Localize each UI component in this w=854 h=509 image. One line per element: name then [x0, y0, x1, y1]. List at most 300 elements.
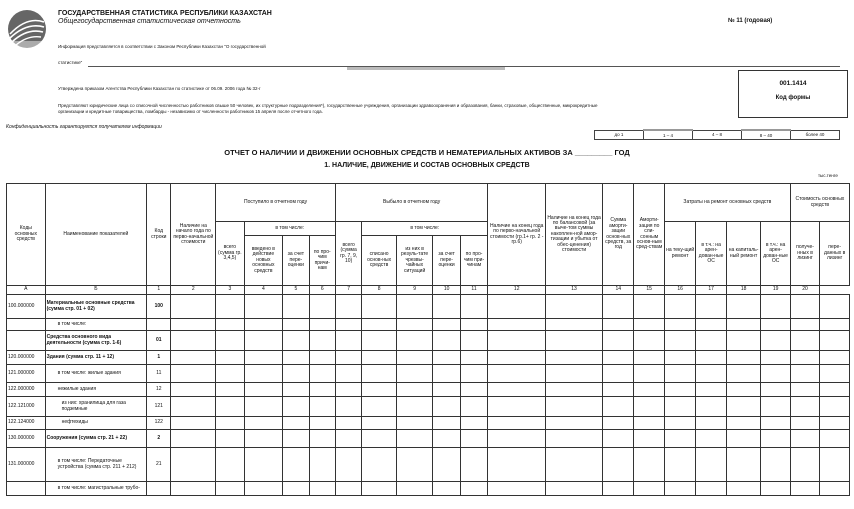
- value-cell[interactable]: [696, 448, 726, 482]
- value-cell[interactable]: [396, 331, 433, 351]
- value-cell[interactable]: [820, 448, 850, 482]
- col-amort-leased-header: Аморти-зация по сли-сонным основ-ным сред-ствам: [634, 184, 664, 286]
- value-cell[interactable]: [396, 397, 433, 417]
- value-cell[interactable]: [726, 383, 761, 397]
- value-cell[interactable]: [244, 482, 283, 496]
- value-cell[interactable]: [244, 351, 283, 365]
- value-cell[interactable]: [362, 417, 397, 430]
- value-cell[interactable]: [433, 319, 460, 331]
- value-cell[interactable]: [433, 383, 460, 397]
- value-cell[interactable]: [488, 365, 546, 383]
- col-number: 10: [433, 286, 460, 295]
- size-band: более 40: [791, 130, 840, 140]
- value-cell[interactable]: [696, 482, 726, 496]
- value-cell[interactable]: [488, 417, 546, 430]
- value-cell[interactable]: [664, 430, 695, 448]
- value-cell[interactable]: [603, 331, 634, 351]
- col-number: 19: [761, 286, 790, 295]
- value-cell[interactable]: [696, 331, 726, 351]
- value-cell[interactable]: [171, 448, 216, 482]
- value-cell[interactable]: [634, 430, 664, 448]
- col-number: 1: [147, 286, 171, 295]
- value-cell[interactable]: [488, 331, 546, 351]
- retired-group-header: Выбыло в отчетном году: [335, 184, 487, 222]
- value-cell[interactable]: [433, 448, 460, 482]
- value-cell[interactable]: [283, 383, 309, 397]
- value-cell[interactable]: [790, 365, 819, 383]
- confidentiality-note: Конфиденциальность гарантируется получателем информации: [6, 124, 162, 130]
- value-cell[interactable]: [335, 295, 361, 319]
- form-code-label: Код формы: [775, 95, 811, 101]
- value-cell[interactable]: [634, 331, 664, 351]
- value-cell[interactable]: [634, 448, 664, 482]
- value-cell[interactable]: [171, 331, 216, 351]
- value-cell[interactable]: [362, 331, 397, 351]
- value-cell[interactable]: [433, 417, 460, 430]
- value-cell[interactable]: [696, 351, 726, 365]
- table-row: [7, 351, 850, 365]
- repair-group-header: Затраты на ремонт основных средств: [664, 184, 790, 222]
- value-cell[interactable]: [335, 482, 361, 496]
- value-cell[interactable]: [433, 365, 460, 383]
- value-cell[interactable]: [761, 417, 790, 430]
- col-rep-cur-leased-header: в т.ч.: на арен-дован-ные ОС: [696, 222, 726, 286]
- value-cell[interactable]: [244, 448, 283, 482]
- value-cell[interactable]: [790, 430, 819, 448]
- value-cell[interactable]: [396, 383, 433, 397]
- value-cell[interactable]: [546, 397, 603, 417]
- value-cell[interactable]: [726, 430, 761, 448]
- value-cell[interactable]: [335, 383, 361, 397]
- value-cell[interactable]: [546, 365, 603, 383]
- value-cell[interactable]: [603, 397, 634, 417]
- size-bands-table: [594, 129, 840, 140]
- col-number: 18: [726, 286, 761, 295]
- value-cell[interactable]: [761, 430, 790, 448]
- value-cell[interactable]: [216, 331, 244, 351]
- value-cell[interactable]: [820, 319, 850, 331]
- value-cell[interactable]: [488, 397, 546, 417]
- value-cell[interactable]: [488, 430, 546, 448]
- value-cell[interactable]: [460, 397, 487, 417]
- value-cell[interactable]: [216, 482, 244, 496]
- table-row: [7, 482, 850, 496]
- value-cell[interactable]: [171, 397, 216, 417]
- value-cell[interactable]: [761, 295, 790, 319]
- row-line-code: 121: [147, 397, 171, 417]
- value-cell[interactable]: [761, 482, 790, 496]
- value-cell[interactable]: [696, 319, 726, 331]
- value-cell[interactable]: [820, 417, 850, 430]
- value-cell[interactable]: [790, 482, 819, 496]
- value-cell[interactable]: [761, 448, 790, 482]
- col-number: 15: [634, 286, 664, 295]
- value-cell[interactable]: [396, 417, 433, 430]
- value-cell[interactable]: [460, 417, 487, 430]
- value-cell[interactable]: [309, 365, 335, 383]
- col-begin-header: Наличие на начало года по перво-начальной стоимости: [171, 184, 216, 286]
- col-ret-other-header: по про-чим при-чинам: [460, 236, 487, 286]
- col-codes-header: Коды основных средств: [7, 184, 46, 286]
- value-cell[interactable]: [546, 295, 603, 319]
- value-cell[interactable]: [335, 448, 361, 482]
- value-cell[interactable]: [460, 482, 487, 496]
- value-cell[interactable]: [460, 295, 487, 319]
- value-cell[interactable]: [309, 430, 335, 448]
- value-cell[interactable]: [460, 331, 487, 351]
- value-cell[interactable]: [820, 430, 850, 448]
- value-cell[interactable]: [335, 319, 361, 331]
- value-cell[interactable]: [664, 383, 695, 397]
- value-cell[interactable]: [216, 397, 244, 417]
- value-cell[interactable]: [362, 319, 397, 331]
- value-cell[interactable]: [244, 397, 283, 417]
- value-cell[interactable]: [362, 482, 397, 496]
- value-cell[interactable]: [820, 351, 850, 365]
- value-cell[interactable]: [603, 319, 634, 331]
- value-cell[interactable]: [335, 351, 361, 365]
- value-cell[interactable]: [171, 430, 216, 448]
- value-cell[interactable]: [309, 482, 335, 496]
- value-cell[interactable]: [634, 319, 664, 331]
- row-line-code: 122: [147, 417, 171, 430]
- value-cell[interactable]: [664, 365, 695, 383]
- value-cell[interactable]: [309, 448, 335, 482]
- value-cell[interactable]: [171, 319, 216, 331]
- table-row: [7, 295, 850, 319]
- value-cell[interactable]: [171, 482, 216, 496]
- col-number: 4: [244, 286, 283, 295]
- value-cell[interactable]: [460, 365, 487, 383]
- value-cell[interactable]: [634, 383, 664, 397]
- value-cell[interactable]: [433, 397, 460, 417]
- value-cell[interactable]: [396, 351, 433, 365]
- row-line-code: 11: [147, 365, 171, 383]
- value-cell[interactable]: [761, 383, 790, 397]
- value-cell[interactable]: [488, 319, 546, 331]
- value-cell[interactable]: [603, 351, 634, 365]
- value-cell[interactable]: [664, 295, 695, 319]
- value-cell[interactable]: [283, 319, 309, 331]
- row-line-code: 01: [147, 331, 171, 351]
- value-cell[interactable]: [216, 295, 244, 319]
- value-cell[interactable]: [696, 430, 726, 448]
- value-cell[interactable]: [696, 365, 726, 383]
- value-cell[interactable]: [726, 295, 761, 319]
- section-title: 1. НАЛИЧИЕ, ДВИЖЕНИЕ И СОСТАВ ОСНОВНЫХ СРЕДСТВ: [324, 162, 530, 169]
- units-label: тыс.тенге: [818, 173, 838, 178]
- value-cell[interactable]: [309, 351, 335, 365]
- value-cell[interactable]: [216, 430, 244, 448]
- leasing-group-header: Стоимость основных средств: [790, 184, 849, 222]
- value-cell[interactable]: [546, 383, 603, 397]
- value-cell[interactable]: [726, 319, 761, 331]
- value-cell[interactable]: [309, 319, 335, 331]
- value-cell[interactable]: [546, 319, 603, 331]
- value-cell[interactable]: [664, 482, 695, 496]
- value-cell[interactable]: [603, 295, 634, 319]
- value-cell[interactable]: [820, 365, 850, 383]
- value-cell[interactable]: [460, 351, 487, 365]
- value-cell[interactable]: [171, 351, 216, 365]
- value-cell[interactable]: [726, 351, 761, 365]
- col-number: 12: [488, 286, 546, 295]
- value-cell[interactable]: [433, 482, 460, 496]
- col-recv-total-header: всего (сумма гр. 3,4,5): [216, 222, 244, 286]
- value-cell[interactable]: [335, 331, 361, 351]
- value-cell[interactable]: [244, 430, 283, 448]
- value-cell[interactable]: [216, 417, 244, 430]
- value-cell[interactable]: [726, 482, 761, 496]
- col-number: 13: [546, 286, 603, 295]
- value-cell[interactable]: [790, 448, 819, 482]
- value-cell[interactable]: [396, 482, 433, 496]
- value-cell[interactable]: [433, 351, 460, 365]
- col-number: 2: [171, 286, 216, 295]
- value-cell[interactable]: [546, 430, 603, 448]
- value-cell[interactable]: [761, 397, 790, 417]
- row-indicator-name: в том числе: жилые здания: [45, 365, 147, 383]
- value-cell[interactable]: [634, 351, 664, 365]
- value-cell[interactable]: [761, 365, 790, 383]
- col-number: 8: [362, 286, 397, 295]
- value-cell[interactable]: [171, 417, 216, 430]
- value-cell[interactable]: [726, 365, 761, 383]
- value-cell[interactable]: [362, 430, 397, 448]
- col-leasing-recv-header: получе-нных в лизинг: [790, 222, 819, 286]
- value-cell[interactable]: [634, 482, 664, 496]
- org-subtitle: Общегосударственная статистическая отчетность: [58, 18, 241, 25]
- row-indicator-name: из них: хранилища для газа подземные: [45, 397, 147, 417]
- value-cell[interactable]: [460, 319, 487, 331]
- table-row: [7, 383, 850, 397]
- value-cell[interactable]: [546, 331, 603, 351]
- value-cell[interactable]: [309, 383, 335, 397]
- col-end-balance-header: Наличие на конец года по балансовой (за выче-том суммы накоплен-ной амор-тизации и убытка от обес-ценения) стоимости: [546, 184, 603, 286]
- value-cell[interactable]: [726, 331, 761, 351]
- value-cell[interactable]: [283, 397, 309, 417]
- value-cell[interactable]: [664, 319, 695, 331]
- value-cell[interactable]: [309, 417, 335, 430]
- value-cell[interactable]: [726, 417, 761, 430]
- value-cell[interactable]: [283, 448, 309, 482]
- row-asset-code: 122.121000: [7, 397, 46, 417]
- row-asset-code: [7, 319, 46, 331]
- value-cell[interactable]: [488, 383, 546, 397]
- col-number: 14: [603, 286, 634, 295]
- value-cell[interactable]: [603, 365, 634, 383]
- value-cell[interactable]: [283, 295, 309, 319]
- value-cell[interactable]: [761, 331, 790, 351]
- row-indicator-name: Средства основного вида деятельности (сумма стр. 1-6): [45, 331, 147, 351]
- presents-text: Представляют юридические лица со списочной численностью работников свыше 50 человек, их структурные подразделения*), государственные учреждения, организации здравоохранения и образования, банки, страховые, общественные, микрокредитные организации и кредитные товарищества, ломбарды - независимо от численности работников 15 апреля после отчетного года.: [58, 103, 598, 114]
- value-cell[interactable]: [362, 397, 397, 417]
- col-number: 11: [460, 286, 487, 295]
- value-cell[interactable]: [761, 319, 790, 331]
- table-row: [7, 397, 850, 417]
- row-indicator-name: в том числе: магистральные трубо-: [45, 482, 147, 496]
- value-cell[interactable]: [546, 448, 603, 482]
- value-cell[interactable]: [664, 351, 695, 365]
- value-cell[interactable]: [460, 448, 487, 482]
- value-cell[interactable]: [396, 295, 433, 319]
- value-cell[interactable]: [488, 351, 546, 365]
- value-cell[interactable]: [244, 417, 283, 430]
- value-cell[interactable]: [283, 365, 309, 383]
- row-indicator-name: в том числе: Передаточные устройства (сумма стр. 211 + 212): [45, 448, 147, 482]
- value-cell[interactable]: [335, 430, 361, 448]
- row-asset-code: 100.000000: [7, 295, 46, 319]
- value-cell[interactable]: [790, 351, 819, 365]
- value-cell[interactable]: [362, 351, 397, 365]
- row-line-code: [147, 319, 171, 331]
- value-cell[interactable]: [244, 331, 283, 351]
- row-line-code: 12: [147, 383, 171, 397]
- value-cell[interactable]: [603, 448, 634, 482]
- value-cell[interactable]: [283, 482, 309, 496]
- value-cell[interactable]: [216, 383, 244, 397]
- row-line-code: 21: [147, 448, 171, 482]
- row-asset-code: [7, 331, 46, 351]
- value-cell[interactable]: [634, 365, 664, 383]
- value-cell[interactable]: [488, 448, 546, 482]
- value-cell[interactable]: [283, 430, 309, 448]
- value-cell[interactable]: [216, 351, 244, 365]
- value-cell[interactable]: [696, 397, 726, 417]
- value-cell[interactable]: [820, 383, 850, 397]
- value-cell[interactable]: [283, 417, 309, 430]
- value-cell[interactable]: [216, 448, 244, 482]
- value-cell[interactable]: [244, 319, 283, 331]
- value-cell[interactable]: [634, 295, 664, 319]
- value-cell[interactable]: [171, 365, 216, 383]
- value-cell[interactable]: [634, 397, 664, 417]
- value-cell[interactable]: [726, 448, 761, 482]
- col-number: 7: [335, 286, 361, 295]
- value-cell[interactable]: [820, 482, 850, 496]
- value-cell[interactable]: [603, 417, 634, 430]
- value-cell[interactable]: [664, 331, 695, 351]
- value-cell[interactable]: [396, 319, 433, 331]
- value-cell[interactable]: [335, 417, 361, 430]
- value-cell[interactable]: [790, 295, 819, 319]
- value-cell[interactable]: [546, 482, 603, 496]
- value-cell[interactable]: [603, 383, 634, 397]
- value-cell[interactable]: [244, 383, 283, 397]
- col-rep-current-header: на теку-щий ремонт: [664, 222, 695, 286]
- value-cell[interactable]: [696, 383, 726, 397]
- value-cell[interactable]: [244, 365, 283, 383]
- value-cell[interactable]: [790, 331, 819, 351]
- value-cell[interactable]: [460, 383, 487, 397]
- value-cell[interactable]: [603, 482, 634, 496]
- value-cell[interactable]: [634, 417, 664, 430]
- value-cell[interactable]: [546, 351, 603, 365]
- value-cell[interactable]: [335, 365, 361, 383]
- value-cell[interactable]: [283, 331, 309, 351]
- value-cell[interactable]: [664, 417, 695, 430]
- value-cell[interactable]: [790, 417, 819, 430]
- row-indicator-name: в том числе:: [45, 319, 147, 331]
- value-cell[interactable]: [433, 331, 460, 351]
- row-asset-code: 131.000000: [7, 448, 46, 482]
- value-cell[interactable]: [820, 331, 850, 351]
- value-cell[interactable]: [488, 295, 546, 319]
- assets-table: [6, 183, 850, 496]
- col-number: А: [7, 286, 46, 295]
- size-band: 4 – 8: [693, 130, 742, 140]
- col-name-header: Наименование показателей: [45, 184, 147, 286]
- value-cell[interactable]: [362, 383, 397, 397]
- value-cell[interactable]: [309, 331, 335, 351]
- value-cell[interactable]: [726, 397, 761, 417]
- value-cell[interactable]: [696, 295, 726, 319]
- row-line-code: 2: [147, 430, 171, 448]
- col-number: 17: [696, 286, 726, 295]
- value-cell[interactable]: [603, 430, 634, 448]
- value-cell[interactable]: [433, 295, 460, 319]
- col-number: 20: [790, 286, 819, 295]
- received-group-header: Поступило в отчетном году: [216, 184, 336, 222]
- value-cell[interactable]: [335, 397, 361, 417]
- value-cell[interactable]: [362, 365, 397, 383]
- value-cell[interactable]: [488, 482, 546, 496]
- value-cell[interactable]: [216, 319, 244, 331]
- row-indicator-name: нежилые здания: [45, 383, 147, 397]
- value-cell[interactable]: [171, 295, 216, 319]
- report-title: ОТЧЕТ О НАЛИЧИИ И ДВИЖЕНИИ ОСНОВНЫХ СРЕДСТВ И НЕМАТЕРИАЛЬНЫХ АКТИВОВ ЗА _________ ГОД: [224, 148, 630, 157]
- value-cell[interactable]: [790, 397, 819, 417]
- value-cell[interactable]: [244, 295, 283, 319]
- value-cell[interactable]: [396, 365, 433, 383]
- law-text: Информация представляется в соответствии с Законом Республики Казахстан "О государственной: [58, 44, 266, 49]
- value-cell[interactable]: [283, 351, 309, 365]
- value-cell[interactable]: [460, 430, 487, 448]
- value-cell[interactable]: [820, 397, 850, 417]
- retired-sub-header: в том числе:: [362, 222, 488, 236]
- value-cell[interactable]: [664, 448, 695, 482]
- value-cell[interactable]: [309, 397, 335, 417]
- value-cell[interactable]: [171, 383, 216, 397]
- col-recv-other-header: по про-чим причи-нам: [309, 236, 335, 286]
- value-cell[interactable]: [790, 383, 819, 397]
- row-line-code: 1: [147, 351, 171, 365]
- value-cell[interactable]: [396, 448, 433, 482]
- col-number: Б: [45, 286, 147, 295]
- value-cell[interactable]: [362, 295, 397, 319]
- value-cell[interactable]: [761, 351, 790, 365]
- col-rep-capital-header: на капиталь-ный ремонт: [726, 222, 761, 286]
- col-number: 6: [309, 286, 335, 295]
- value-cell[interactable]: [396, 430, 433, 448]
- row-asset-code: 122.000000: [7, 383, 46, 397]
- value-cell[interactable]: [433, 430, 460, 448]
- size-band: 1 – 4: [644, 130, 693, 140]
- col-line-header: Код строки: [147, 184, 171, 286]
- value-cell[interactable]: [790, 319, 819, 331]
- value-cell[interactable]: [546, 417, 603, 430]
- value-cell[interactable]: [216, 365, 244, 383]
- row-asset-code: 122.124000: [7, 417, 46, 430]
- row-asset-code: [7, 482, 46, 496]
- value-cell[interactable]: [309, 295, 335, 319]
- value-cell[interactable]: [820, 295, 850, 319]
- value-cell[interactable]: [362, 448, 397, 482]
- col-ret-total-header: всего (сумма гр. 7, 9, 10): [335, 222, 361, 286]
- col-ret-reval-header: за счет пере-оценки: [433, 236, 460, 286]
- value-cell[interactable]: [664, 397, 695, 417]
- value-cell[interactable]: [696, 417, 726, 430]
